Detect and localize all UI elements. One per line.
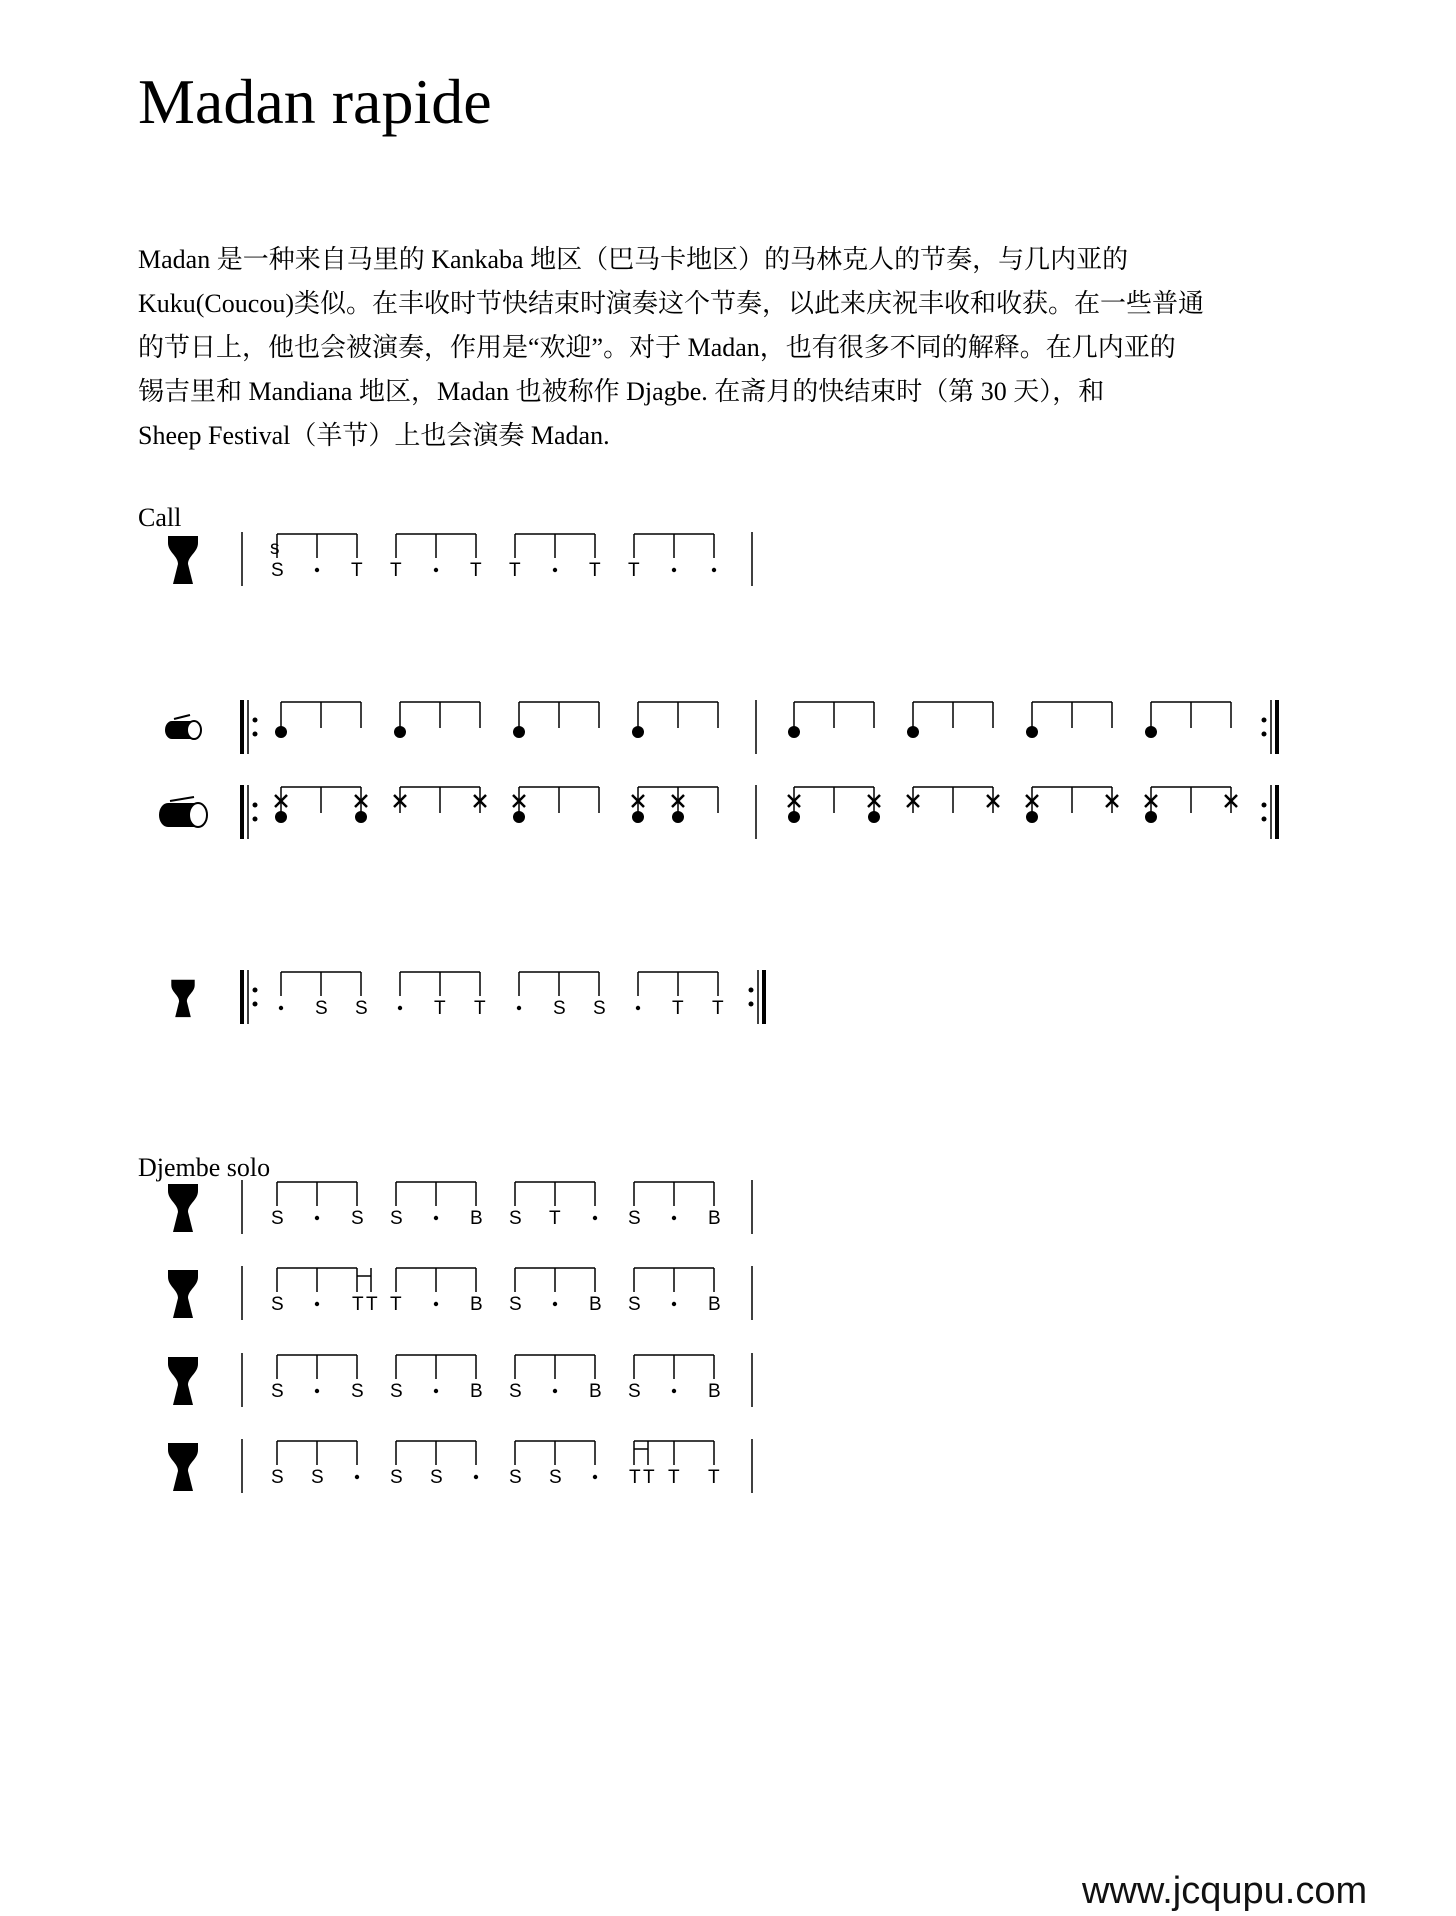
stroke-label: S bbox=[593, 998, 606, 1019]
stroke-label: T bbox=[549, 1208, 561, 1229]
repeat-dot bbox=[253, 803, 258, 808]
rest-dot bbox=[672, 568, 676, 572]
solo-row-1 bbox=[168, 1180, 752, 1234]
djembe-icon bbox=[168, 1357, 198, 1405]
djembe-shape bbox=[168, 1184, 198, 1232]
rest-dot bbox=[553, 568, 557, 572]
stroke-label: S bbox=[390, 1208, 403, 1229]
call-row bbox=[168, 532, 752, 586]
repeat-dot bbox=[1262, 817, 1267, 822]
stroke-label: B bbox=[470, 1381, 483, 1402]
djembe-icon bbox=[168, 1270, 198, 1318]
stroke-label: B bbox=[589, 1381, 602, 1402]
dundun-note bbox=[632, 726, 644, 738]
rest-dot bbox=[636, 1006, 640, 1010]
repeat-dot bbox=[749, 988, 754, 993]
stroke-label: T bbox=[366, 1294, 378, 1315]
dundun-note bbox=[1145, 811, 1157, 823]
dundunba-row bbox=[159, 785, 1277, 839]
stroke-label: S bbox=[549, 1467, 562, 1488]
stroke-label: T bbox=[470, 560, 482, 581]
stroke-label: T bbox=[351, 560, 363, 581]
stroke-label: S bbox=[628, 1294, 641, 1315]
repeat-dot bbox=[1262, 718, 1267, 723]
stroke-label: S bbox=[509, 1381, 522, 1402]
stroke-label: S bbox=[271, 1294, 284, 1315]
dundun-note bbox=[672, 811, 684, 823]
rest-dot bbox=[672, 1302, 676, 1306]
stroke-label: S bbox=[430, 1467, 443, 1488]
stroke-label: S bbox=[311, 1467, 324, 1488]
rest-dot bbox=[434, 1216, 438, 1220]
solo-section-label: Djembe solo bbox=[138, 1153, 271, 1182]
call-section-label: Call bbox=[138, 503, 182, 532]
rest-dot bbox=[672, 1389, 676, 1393]
stroke-label: S bbox=[351, 1381, 364, 1402]
djembe-accompaniment-row bbox=[171, 970, 764, 1024]
dundun-note bbox=[394, 726, 406, 738]
djembe-shape bbox=[168, 1357, 198, 1405]
stroke-label: T bbox=[509, 560, 521, 581]
dundun-head-right bbox=[189, 803, 207, 827]
rest-dot bbox=[398, 1006, 402, 1010]
djembe-icon bbox=[168, 1443, 198, 1491]
stroke-label: B bbox=[708, 1208, 721, 1229]
stroke-label: B bbox=[470, 1208, 483, 1229]
dundun-head-right bbox=[187, 721, 201, 739]
dundun-small-icon bbox=[165, 715, 201, 739]
intro-line: 锡吉里和 Mandiana 地区，Madan 也被称作 Djagbe. 在斋月的快结束时（第 30 天），和 bbox=[138, 377, 1105, 406]
rest-dot bbox=[593, 1216, 597, 1220]
stroke-label: S bbox=[390, 1467, 403, 1488]
djembe-shape bbox=[171, 980, 194, 1017]
djembe-icon bbox=[168, 536, 198, 584]
dundun-note bbox=[907, 726, 919, 738]
repeat-dot bbox=[1262, 803, 1267, 808]
repeat-dot bbox=[749, 1002, 754, 1007]
rest-dot bbox=[355, 1475, 359, 1479]
stroke-label: S bbox=[355, 998, 368, 1019]
rest-dot bbox=[517, 1006, 521, 1010]
intro-line: Madan 是一种来自马里的 Kankaba 地区（巴马卡地区）的马林克人的节奏，与几内亚的 bbox=[138, 245, 1129, 274]
repeat-dot bbox=[253, 718, 258, 723]
rest-dot bbox=[553, 1302, 557, 1306]
stroke-label: T bbox=[708, 1467, 720, 1488]
stroke-label: S bbox=[271, 1467, 284, 1488]
kenkeni-row bbox=[165, 700, 1277, 754]
stroke-label: T bbox=[712, 998, 724, 1019]
dundun-note bbox=[355, 811, 367, 823]
page-title: Madan rapide bbox=[138, 66, 492, 137]
intro-line: Kuku(Coucou)类似。在丰收时节快结束时演奏这个节奏，以此来庆祝丰收和收获。在一些普通 bbox=[138, 289, 1204, 318]
stroke-label: S bbox=[271, 560, 284, 581]
djembe-icon bbox=[168, 1184, 198, 1232]
stroke-label: B bbox=[708, 1294, 721, 1315]
stroke-label: T bbox=[643, 1467, 655, 1488]
stroke-label: T bbox=[352, 1294, 364, 1315]
stroke-label: S bbox=[509, 1208, 522, 1229]
repeat-dot bbox=[253, 988, 258, 993]
stroke-label: S bbox=[628, 1208, 641, 1229]
stroke-label: T bbox=[589, 560, 601, 581]
solo-row-4 bbox=[168, 1439, 752, 1493]
rest-dot bbox=[434, 568, 438, 572]
stroke-label: T bbox=[668, 1467, 680, 1488]
stroke-label: S bbox=[509, 1294, 522, 1315]
dundun-head-left bbox=[159, 803, 177, 827]
repeat-dot bbox=[1262, 732, 1267, 737]
djembe-shape bbox=[168, 1443, 198, 1491]
dundun-note bbox=[275, 811, 287, 823]
stroke-label: T bbox=[672, 998, 684, 1019]
dundun-note bbox=[632, 811, 644, 823]
rest-dot bbox=[315, 1302, 319, 1306]
stroke-label: B bbox=[470, 1294, 483, 1315]
stroke-label: S bbox=[509, 1467, 522, 1488]
stroke-label: B bbox=[589, 1294, 602, 1315]
stroke-label: T bbox=[390, 560, 402, 581]
stroke-label: S bbox=[271, 1208, 284, 1229]
stroke-label: T bbox=[390, 1294, 402, 1315]
djembe-shape bbox=[168, 1270, 198, 1318]
rest-dot bbox=[712, 568, 716, 572]
intro-line: 的节日上，他也会被演奏，作用是“欢迎”。对于 Madan，也有很多不同的解释。在几内亚的 bbox=[138, 333, 1176, 362]
footer-url: www.jcqupu.com bbox=[1082, 1870, 1368, 1912]
stroke-label: S bbox=[315, 998, 328, 1019]
dundun-note bbox=[1145, 726, 1157, 738]
djembe-shape bbox=[168, 536, 198, 584]
dundun-bell bbox=[170, 797, 194, 801]
stroke-label: B bbox=[708, 1381, 721, 1402]
solo-row-3 bbox=[168, 1353, 752, 1407]
stroke-label: S bbox=[553, 998, 566, 1019]
rest-dot bbox=[315, 1389, 319, 1393]
dundun-head-left bbox=[165, 721, 179, 739]
rest-dot bbox=[434, 1302, 438, 1306]
dundun-note bbox=[275, 726, 287, 738]
rest-dot bbox=[553, 1389, 557, 1393]
rest-dot bbox=[593, 1475, 597, 1479]
dundun-note bbox=[513, 811, 525, 823]
stroke-label: S bbox=[390, 1381, 403, 1402]
dundun-note bbox=[513, 726, 525, 738]
dundun-note bbox=[1026, 726, 1038, 738]
rest-dot bbox=[672, 1216, 676, 1220]
dundun-note bbox=[1026, 811, 1038, 823]
repeat-dot bbox=[253, 1002, 258, 1007]
stroke-label: T bbox=[628, 560, 640, 581]
stroke-label: S bbox=[628, 1381, 641, 1402]
stroke-label: S bbox=[351, 1208, 364, 1229]
dundun-large-icon bbox=[159, 797, 207, 827]
djembe-small-icon bbox=[171, 980, 194, 1017]
rest-dot bbox=[315, 1216, 319, 1220]
solo-row-2 bbox=[168, 1266, 752, 1320]
dundun-note bbox=[788, 726, 800, 738]
stroke-label: T bbox=[629, 1467, 641, 1488]
rest-dot bbox=[279, 1006, 283, 1010]
dundun-note bbox=[788, 811, 800, 823]
rest-dot bbox=[434, 1389, 438, 1393]
flam-grace-note: s bbox=[270, 538, 280, 559]
dundun-note bbox=[868, 811, 880, 823]
rest-dot bbox=[474, 1475, 478, 1479]
stroke-label: T bbox=[474, 998, 486, 1019]
stroke-label: S bbox=[271, 1381, 284, 1402]
repeat-dot bbox=[253, 732, 258, 737]
rest-dot bbox=[315, 568, 319, 572]
stroke-label: T bbox=[434, 998, 446, 1019]
intro-line: Sheep Festival（羊节）上也会演奏 Madan. bbox=[138, 421, 610, 450]
repeat-dot bbox=[253, 817, 258, 822]
dundun-bell bbox=[174, 715, 190, 719]
